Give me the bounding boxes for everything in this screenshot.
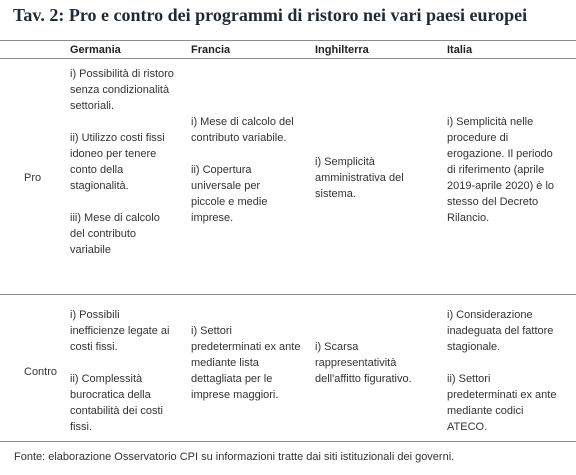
cell-text: i) Possibili inefficienze legate ai costi fissi. xyxy=(70,309,170,353)
source-note: Fonte: elaborazione Osservatorio CPI su informazioni tratte dai siti istituzionali dei governi. xyxy=(14,451,455,463)
cell-contro-germania xyxy=(70,307,170,435)
cell-text: i) Settori predeterminati ex ante mediante lista dettagliata per le imprese maggiori. xyxy=(191,325,301,401)
cell-text: i) Semplicità amministrativa del sistema. xyxy=(315,156,404,200)
cell-text: i) Semplicità nelle procedure di erogazione. Il periodo di riferimento (aprile 2019-aprile 2020) è lo stesso del Decreto Rilancio. xyxy=(447,116,555,224)
cell-text: i) Mese di calcolo del contributo variabile. xyxy=(191,116,294,144)
cell-text: i) Scarsa rappresentatività dell'affitto figurativo. xyxy=(315,341,412,385)
cell-pro-francia xyxy=(191,114,296,226)
table-bottom-rule xyxy=(0,441,576,442)
cell-text: ii) Utilizzo costi fissi idoneo per tenere conto della stagionalità. xyxy=(70,132,165,192)
cell-pro-inghilterra xyxy=(315,154,430,202)
cell-contro-italia xyxy=(447,307,559,435)
column-header-italia: Italia xyxy=(447,44,473,56)
cell-pro-italia xyxy=(447,114,559,226)
cell-text: ii) Settori predeterminati ex ante mediante codici ATECO. xyxy=(447,373,557,433)
column-header-francia: Francia xyxy=(191,44,231,56)
cell-contro-inghilterra xyxy=(315,339,420,387)
cell-text: i) Possibilità di ristoro senza condizionalità settoriali. xyxy=(70,68,174,112)
cell-text: ii) Complessità burocratica della contabilità dei costi fissi. xyxy=(70,373,163,433)
row-divider xyxy=(0,294,576,295)
row-label-contro: Contro xyxy=(24,366,58,378)
cell-pro-germania xyxy=(70,66,175,258)
row-label-pro: Pro xyxy=(24,172,42,184)
column-header-inghilterra: Inghilterra xyxy=(315,44,369,56)
cell-text: i) Considerazione inadeguata del fattore stagionale. xyxy=(447,309,554,353)
header-rule xyxy=(0,58,576,59)
column-header-germania: Germania xyxy=(70,44,121,56)
cell-text: ii) Copertura universale per piccole e medie imprese. xyxy=(191,164,268,224)
cell-contro-francia xyxy=(191,323,301,403)
table-top-rule xyxy=(0,40,576,41)
table-title: Tav. 2: Pro e contro dei programmi di ristoro nei vari paesi europei xyxy=(13,5,528,25)
cell-text: iii) Mese di calcolo del contributo variabile xyxy=(70,212,160,256)
